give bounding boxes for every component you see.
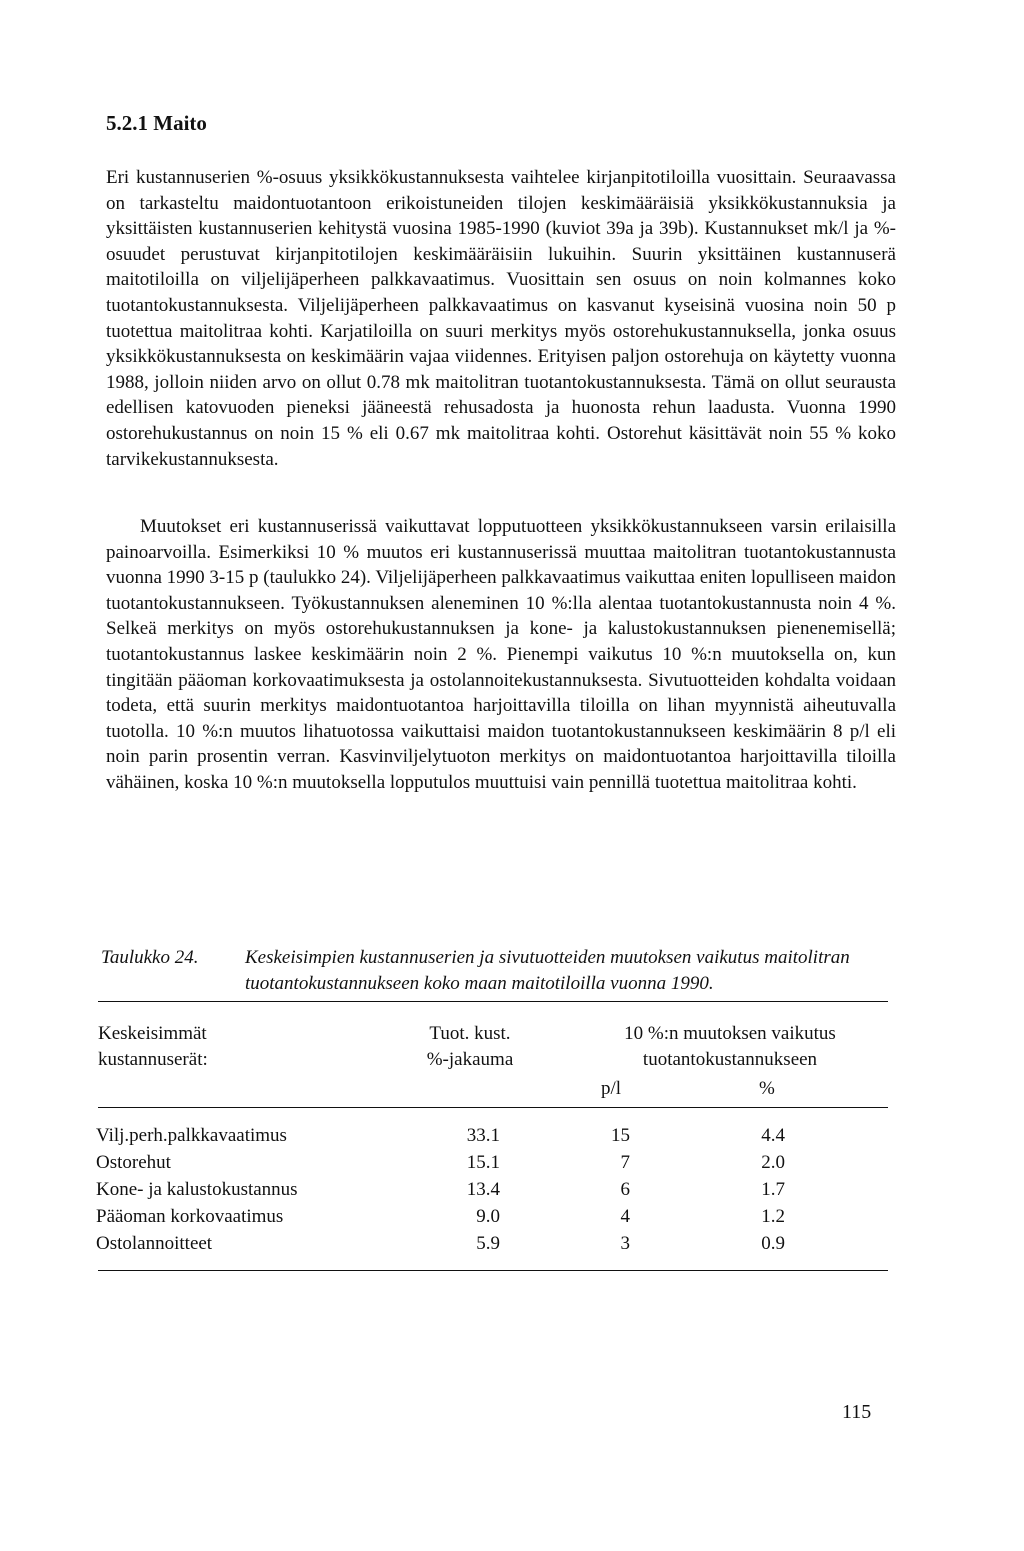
row-change-pl: 4 — [620, 1206, 630, 1227]
table-header-rule — [98, 1107, 888, 1108]
row-change-pct: 2.0 — [761, 1152, 785, 1173]
table-top-rule — [98, 1001, 888, 1002]
row-change-pl: 3 — [620, 1233, 630, 1254]
row-cost-item: Ostorehut — [96, 1152, 171, 1173]
row-cost-item: Kone- ja kalustokustannus — [96, 1179, 298, 1200]
row-cost-share: 15.1 — [466, 1152, 500, 1173]
paragraph-1: Eri kustannuserien %-osuus yksikkökustannuksesta vaihtelee kirjanpitotiloilla vuosittain. Seuraavassa on tarkasteltu maidontuotantoon erikoistuneiden tilojen keskimääräisiä yksikkökustannuksia ja yksittäisten kustannuserien kehitystä vuosina 1985-1990 (kuviot 39a ja 39b). Kustannukset mk/l ja %-osuudet perustuvat kirjanpitotilojen keskimääräisiin lukuihin. Suurin yksittäinen kustannuserä maitotiloilla on viljelijäperheen palkkavaatimus. Vuosittain sen osuus on noin kolmannes koko tuotantokustannuksesta. Viljelijäperheen palkkavaatimus on kasvanut kyseisinä vuosina noin 50 p tuotettua maitolitraa kohti. Karjatiloilla on suuri merkitys myös ostorehukustannuksella, jonka osuus yksikkökustannuksesta on keskimäärin vajaa viidennes. Erityisen paljon ostorehuja on käytetty vuonna 1988, jolloin niiden arvo on ollut 0.78 mk maitolitran tuotantokustannuksesta. Tämä on ollut seurausta edellisen katovuoden pieneksi jääneestä rehusadosta ja huonosta rehun laadusta. Vuonna 1990 ostorehukustannus on noin 15 % eli 0.67 mk maitolitraa kohti. Ostorehut käsittävät noin 55 % koko tarvikekustannuksesta. — [106, 167, 896, 470]
row-cost-item: Pääoman korkovaatimus — [96, 1206, 284, 1227]
row-cost-share: 5.9 — [476, 1233, 500, 1254]
row-change-pl: 7 — [620, 1152, 630, 1173]
header-change-effect: 10 %:n muutoksen vaikutus tuotantokustannukseen — [624, 1023, 836, 1070]
row-change-pct: 1.7 — [761, 1179, 785, 1200]
paragraph-2: Muutokset eri kustannuserissä vaikuttavat lopputuotteen yksikkökustannukseen varsin erilaisilla painoarvoilla. Esimerkiksi 10 % muutos eri kustannuserissä muuttaa maitolitran tuotantokustannusta vuonna 1990 3-15 p (taulukko 24). Viljelijäperheen palkkavaatimus vaikuttaa eniten lopulliseen maidon tuotantokustannukseen. Työkustannuksen aleneminen 10 %:lla alentaa tuotantokustannusta noin 4 %. Selkeä merkitys on myös ostorehukustannuksen ja kone- ja kalustokustannuksen pienenemisellä; tuotantokustannus laskee keskimäärin noin 2 %. Pienempi vaikutus 10 %:n muutoksella on, kun tingitään pääoman korkovaatimuksesta ja ostolannoitekustannuksesta. Sivutuotteiden kohdalta voidaan todeta, että suurin merkitys maidontuotantoa harjoittavilla tiloilla on lihan myynnistä aiheutuvalla tuotolla. 10 %:n muutos lihatuotossa vaikuttaisi maidon tuotantokustannukseen keskimäärin 8 p/l eli noin parin prosentin verran. Kasvinviljelytuoton merkitys on maidontuotantoa harjoittavilla tiloilla vähäinen, koska 10 %:n muutoksella lopputulos muuttuisi vain pennillä tuotettua maitolitraa kohti. — [106, 516, 896, 793]
row-cost-item: Vilj.perh.palkkavaatimus — [96, 1125, 287, 1146]
row-cost-share: 13.4 — [466, 1179, 500, 1200]
row-change-pl: 15 — [611, 1125, 630, 1146]
table-caption-label: Taulukko 24. — [101, 947, 199, 968]
row-change-pct: 1.2 — [761, 1206, 785, 1227]
header-cost-items: Keskeisimmät kustannuserät: — [98, 1023, 208, 1070]
table-bottom-rule — [98, 1270, 888, 1271]
header-pl: p/l — [601, 1078, 622, 1099]
row-cost-share: 9.0 — [476, 1206, 500, 1227]
header-cost-share: Tuot. kust. %-jakauma — [426, 1023, 514, 1070]
row-cost-share: 33.1 — [466, 1125, 500, 1146]
section-heading: 5.2.1 Maito — [106, 111, 207, 135]
header-pct: % — [759, 1078, 775, 1099]
page-number: 115 — [842, 1401, 872, 1423]
row-change-pct: 4.4 — [761, 1125, 785, 1146]
table-caption-text: Keskeisimpien kustannuserien ja sivutuotteiden muutoksen vaikutus maitolitran tuotantokustannukseen koko maan maitotiloilla vuonna 1990. — [245, 947, 850, 994]
row-change-pl: 6 — [620, 1179, 630, 1200]
row-cost-item: Ostolannoitteet — [96, 1233, 213, 1254]
row-change-pct: 0.9 — [761, 1233, 785, 1254]
